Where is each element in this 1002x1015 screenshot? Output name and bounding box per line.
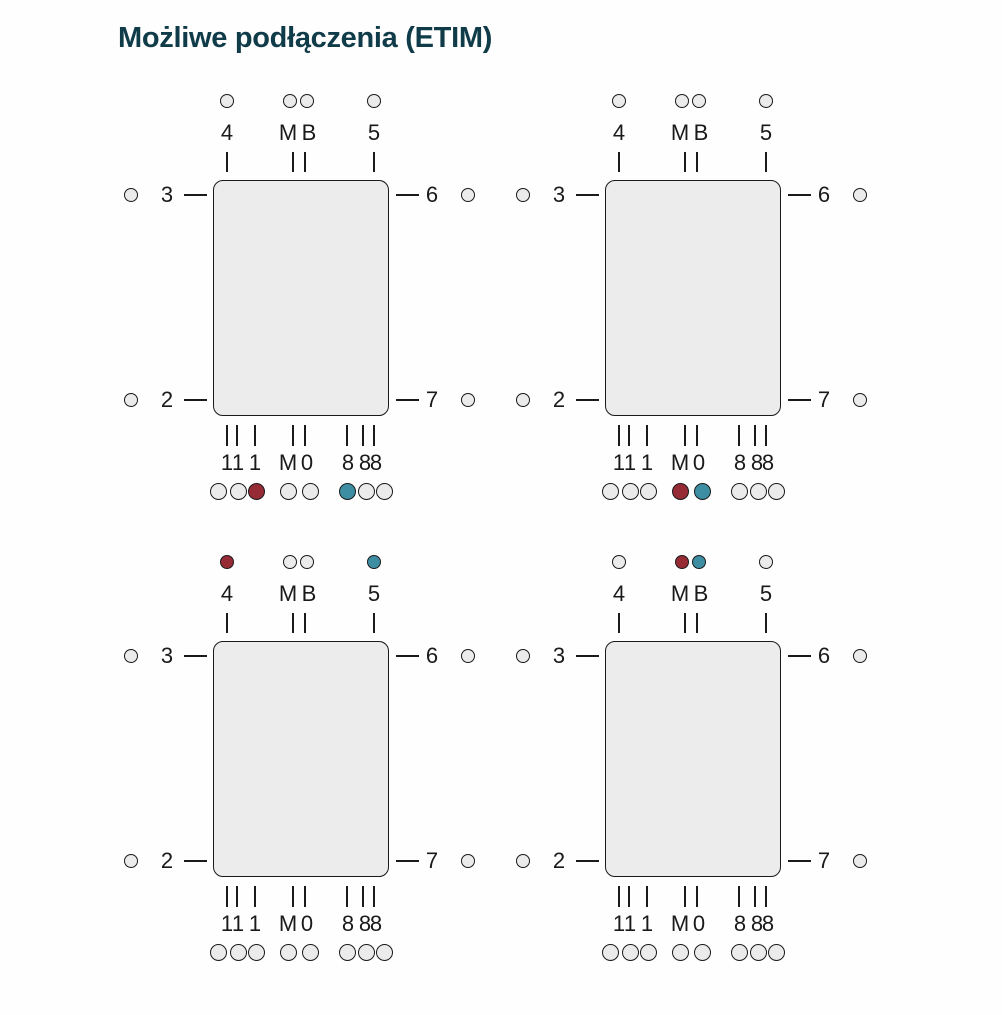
terminal-label-bottom-8b: 8: [750, 911, 764, 936]
connector-line-right-7: [396, 399, 419, 401]
terminal-circle-bottom-1a: [602, 483, 619, 500]
terminal-circle-left-3: [124, 649, 138, 663]
connector-line-bottom-1c: [646, 425, 648, 446]
connector-line-bottom-0: [696, 886, 698, 907]
terminal-label-left-2: 2: [160, 848, 174, 873]
connector-line-bottom-8b: [754, 886, 756, 907]
terminal-label-left-3: 3: [552, 182, 566, 207]
terminal-label-bottom-1c: 1: [248, 911, 262, 936]
connector-line-right-6: [788, 194, 811, 196]
connector-line-top-4: [618, 613, 620, 633]
terminal-label-bottom-8b: 8: [358, 911, 372, 936]
terminal-circle-right-6: [853, 649, 867, 663]
terminal-circle-top-5: [367, 94, 381, 108]
terminal-label-top-4: 4: [220, 581, 234, 606]
connector-line-bottom-8a: [738, 886, 740, 907]
terminal-circle-bottom-0: [302, 944, 319, 961]
terminal-circle-bottom-m: [280, 944, 297, 961]
connector-line-bottom-1c: [254, 425, 256, 446]
connector-line-top-5: [373, 613, 375, 633]
connector-line-bottom-8c: [765, 425, 767, 446]
terminal-label-top-b: B: [693, 120, 709, 145]
connection-diagram-3: [98, 539, 490, 971]
connector-line-top-b: [696, 152, 698, 172]
connector-line-bottom-8a: [346, 425, 348, 446]
connection-diagram-2: [490, 78, 882, 510]
terminal-circle-bottom-8a: [731, 944, 748, 961]
terminal-circle-right-7: [461, 854, 475, 868]
terminal-circle-bottom-8b: [750, 483, 767, 500]
terminal-circle-bottom-1c: [640, 944, 657, 961]
terminal-circle-bottom-1b: [622, 483, 639, 500]
terminal-circle-bottom-m: [672, 944, 689, 961]
terminal-label-bottom-1a: 1: [220, 450, 234, 475]
device-body: [605, 180, 781, 416]
terminal-circle-bottom-8b: [358, 483, 375, 500]
terminal-label-bottom-8c: 8: [369, 911, 383, 936]
connector-line-top-5: [765, 152, 767, 172]
terminal-circle-right-7: [853, 393, 867, 407]
terminal-label-top-b: B: [693, 581, 709, 606]
terminal-label-left-2: 2: [552, 848, 566, 873]
connector-line-bottom-m: [292, 425, 294, 446]
terminal-label-right-6: 6: [425, 182, 439, 207]
terminal-circle-bottom-m: [280, 483, 297, 500]
terminal-label-right-7: 7: [817, 387, 831, 412]
connector-line-bottom-m: [684, 886, 686, 907]
connector-line-bottom-1a: [226, 425, 228, 446]
connector-line-top-b: [304, 152, 306, 172]
connector-line-bottom-m: [684, 425, 686, 446]
terminal-circle-bottom-8c: [768, 483, 785, 500]
connector-line-bottom-8a: [346, 886, 348, 907]
connector-line-right-6: [788, 655, 811, 657]
connector-line-left-2: [184, 860, 207, 862]
terminal-circle-top-b: [300, 555, 314, 569]
terminal-label-top-4: 4: [220, 120, 234, 145]
connector-line-bottom-1b: [628, 425, 630, 446]
terminal-circle-right-6: [461, 188, 475, 202]
terminal-circle-top-4: [612, 94, 626, 108]
terminal-label-bottom-1a: 1: [612, 911, 626, 936]
terminal-circle-bottom-1b: [230, 944, 247, 961]
terminal-circle-top-4: [220, 555, 234, 569]
terminal-label-left-3: 3: [552, 643, 566, 668]
connector-line-bottom-8b: [362, 886, 364, 907]
terminal-label-bottom-m: M: [670, 450, 690, 475]
terminal-label-left-3: 3: [160, 182, 174, 207]
terminal-label-left-3: 3: [160, 643, 174, 668]
connector-line-bottom-0: [304, 886, 306, 907]
terminal-circle-top-b: [300, 94, 314, 108]
terminal-label-bottom-m: M: [670, 911, 690, 936]
connector-line-left-3: [576, 194, 599, 196]
terminal-label-left-2: 2: [160, 387, 174, 412]
terminal-circle-top-4: [612, 555, 626, 569]
connector-line-bottom-8a: [738, 425, 740, 446]
terminal-label-bottom-8b: 8: [750, 450, 764, 475]
terminal-label-top-5: 5: [367, 581, 381, 606]
terminal-label-bottom-1c: 1: [248, 450, 262, 475]
connector-line-bottom-8b: [362, 425, 364, 446]
connector-line-top-b: [304, 613, 306, 633]
terminal-label-bottom-8a: 8: [341, 450, 355, 475]
terminal-circle-left-2: [124, 393, 138, 407]
terminal-label-bottom-1b: 1: [231, 911, 245, 936]
terminal-circle-bottom-1c: [640, 483, 657, 500]
terminal-label-bottom-0: 0: [692, 450, 706, 475]
connector-line-top-m: [684, 613, 686, 633]
device-body: [605, 641, 781, 877]
terminal-circle-left-2: [124, 854, 138, 868]
terminal-label-bottom-8b: 8: [358, 450, 372, 475]
terminal-circle-top-5: [759, 555, 773, 569]
terminal-circle-bottom-1c: [248, 944, 265, 961]
connector-line-left-3: [184, 194, 207, 196]
terminal-circle-bottom-8c: [768, 944, 785, 961]
terminal-circle-bottom-8c: [376, 944, 393, 961]
terminal-circle-left-2: [516, 854, 530, 868]
terminal-label-right-6: 6: [425, 643, 439, 668]
terminal-label-top-m: M: [278, 120, 298, 145]
terminal-circle-bottom-1a: [602, 944, 619, 961]
terminal-circle-left-2: [516, 393, 530, 407]
connector-line-left-2: [576, 399, 599, 401]
terminal-label-bottom-8c: 8: [761, 450, 775, 475]
terminal-circle-bottom-1b: [230, 483, 247, 500]
terminal-circle-right-6: [461, 649, 475, 663]
terminal-circle-bottom-8b: [750, 944, 767, 961]
connector-line-bottom-8c: [765, 886, 767, 907]
connector-line-right-6: [396, 194, 419, 196]
terminal-circle-bottom-8c: [376, 483, 393, 500]
terminal-circle-left-3: [124, 188, 138, 202]
terminal-circle-bottom-8b: [358, 944, 375, 961]
terminal-label-bottom-8c: 8: [761, 911, 775, 936]
connector-line-top-m: [292, 152, 294, 172]
terminal-circle-right-6: [853, 188, 867, 202]
terminal-label-bottom-1b: 1: [623, 450, 637, 475]
connector-line-bottom-8b: [754, 425, 756, 446]
terminal-circle-bottom-0: [694, 944, 711, 961]
connector-line-bottom-0: [304, 425, 306, 446]
terminal-label-bottom-0: 0: [300, 450, 314, 475]
terminal-label-bottom-0: 0: [692, 911, 706, 936]
connector-line-top-m: [292, 613, 294, 633]
terminal-circle-right-7: [853, 854, 867, 868]
connector-line-top-b: [696, 613, 698, 633]
connector-line-bottom-1b: [236, 886, 238, 907]
terminal-label-top-b: B: [301, 120, 317, 145]
terminal-circle-top-m: [675, 555, 689, 569]
terminal-label-top-5: 5: [759, 581, 773, 606]
connector-line-top-m: [684, 152, 686, 172]
terminal-label-bottom-m: M: [278, 450, 298, 475]
device-body: [213, 641, 389, 877]
terminal-label-top-5: 5: [759, 120, 773, 145]
connector-line-top-5: [373, 152, 375, 172]
connector-line-top-5: [765, 613, 767, 633]
terminal-label-bottom-1a: 1: [220, 911, 234, 936]
connector-line-left-2: [576, 860, 599, 862]
connector-line-bottom-0: [696, 425, 698, 446]
terminal-circle-bottom-1a: [210, 944, 227, 961]
terminal-circle-bottom-1b: [622, 944, 639, 961]
connector-line-right-7: [788, 399, 811, 401]
terminal-label-right-7: 7: [817, 848, 831, 873]
terminal-circle-bottom-1a: [210, 483, 227, 500]
connector-line-bottom-1c: [646, 886, 648, 907]
terminal-label-bottom-m: M: [278, 911, 298, 936]
terminal-label-left-2: 2: [552, 387, 566, 412]
connection-diagram-1: [98, 78, 490, 510]
connection-diagram-4: [490, 539, 882, 971]
terminal-label-bottom-8c: 8: [369, 450, 383, 475]
terminal-label-bottom-1c: 1: [640, 450, 654, 475]
terminal-label-top-4: 4: [612, 120, 626, 145]
connector-line-right-6: [396, 655, 419, 657]
terminal-label-top-5: 5: [367, 120, 381, 145]
terminal-circle-left-3: [516, 649, 530, 663]
terminal-label-bottom-0: 0: [300, 911, 314, 936]
terminal-circle-top-b: [692, 555, 706, 569]
connector-line-left-2: [184, 399, 207, 401]
page-title: Możliwe podłączenia (ETIM): [118, 22, 493, 54]
terminal-label-top-m: M: [278, 581, 298, 606]
terminal-label-top-m: M: [670, 581, 690, 606]
connector-line-right-7: [788, 860, 811, 862]
terminal-label-right-6: 6: [817, 182, 831, 207]
terminal-circle-top-m: [283, 94, 297, 108]
terminal-label-right-7: 7: [425, 387, 439, 412]
terminal-label-top-m: M: [670, 120, 690, 145]
terminal-circle-bottom-8a: [339, 944, 356, 961]
device-body: [213, 180, 389, 416]
terminal-circle-top-5: [759, 94, 773, 108]
terminal-circle-top-b: [692, 94, 706, 108]
terminal-label-right-7: 7: [425, 848, 439, 873]
terminal-circle-bottom-m: [672, 483, 689, 500]
connector-line-bottom-1a: [226, 886, 228, 907]
connector-line-left-3: [184, 655, 207, 657]
connector-line-bottom-1b: [628, 886, 630, 907]
terminal-label-bottom-8a: 8: [733, 911, 747, 936]
connector-line-top-4: [226, 613, 228, 633]
terminal-circle-top-4: [220, 94, 234, 108]
terminal-label-bottom-1a: 1: [612, 450, 626, 475]
terminal-label-bottom-8a: 8: [733, 450, 747, 475]
connector-line-left-3: [576, 655, 599, 657]
connector-line-bottom-1a: [618, 886, 620, 907]
terminal-circle-bottom-0: [694, 483, 711, 500]
terminal-label-top-b: B: [301, 581, 317, 606]
terminal-circle-left-3: [516, 188, 530, 202]
terminal-label-right-6: 6: [817, 643, 831, 668]
connector-line-top-4: [618, 152, 620, 172]
terminal-circle-top-m: [283, 555, 297, 569]
connector-line-bottom-m: [292, 886, 294, 907]
connector-line-bottom-1c: [254, 886, 256, 907]
terminal-circle-bottom-1c: [248, 483, 265, 500]
connector-line-bottom-8c: [373, 425, 375, 446]
terminal-label-bottom-8a: 8: [341, 911, 355, 936]
connector-line-bottom-1a: [618, 425, 620, 446]
connector-line-right-7: [396, 860, 419, 862]
connector-line-bottom-1b: [236, 425, 238, 446]
terminal-circle-top-m: [675, 94, 689, 108]
terminal-circle-top-5: [367, 555, 381, 569]
terminal-label-bottom-1b: 1: [623, 911, 637, 936]
terminal-label-bottom-1b: 1: [231, 450, 245, 475]
terminal-circle-right-7: [461, 393, 475, 407]
connector-line-bottom-8c: [373, 886, 375, 907]
terminal-circle-bottom-0: [302, 483, 319, 500]
terminal-circle-bottom-8a: [731, 483, 748, 500]
terminal-circle-bottom-8a: [339, 483, 356, 500]
terminal-label-top-4: 4: [612, 581, 626, 606]
terminal-label-bottom-1c: 1: [640, 911, 654, 936]
connector-line-top-4: [226, 152, 228, 172]
